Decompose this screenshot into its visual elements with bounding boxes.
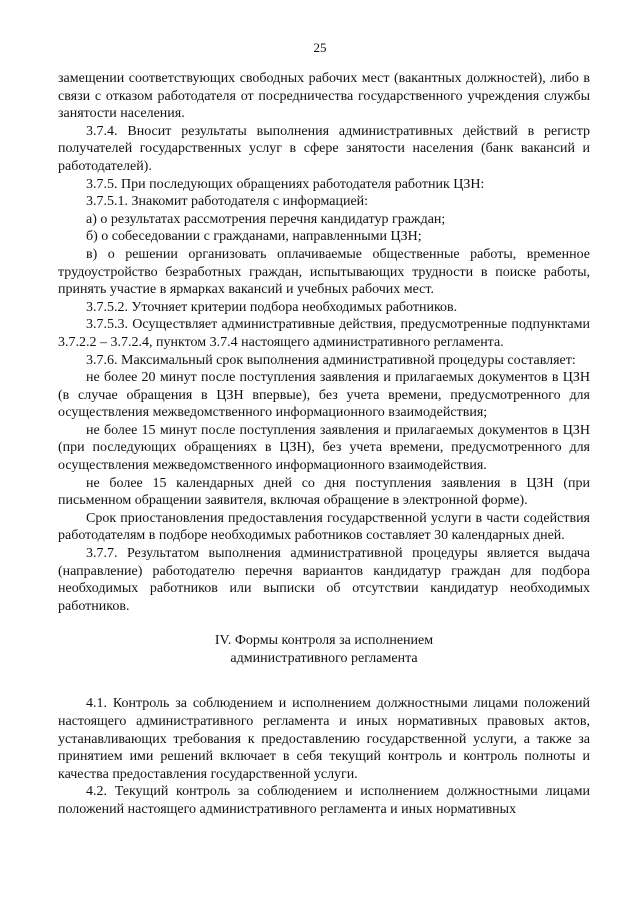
body-paragraph: 3.7.7. Результатом выполнения административной процедуры является выдача (направление) работодателю перечня вариантов кандидатур граждан для подбора необходимых работников или выписки об отсутствии кандидатур необходимых работников. <box>58 546 590 614</box>
body-paragraph: не более 15 минут после поступления заявления и прилагаемых документов в ЦЗН (при последующих обращениях в ЦЗН), без учета времени, предусмотренного для осуществления межведомственного информационного взаимодействия. <box>58 422 590 474</box>
body-paragraph: 4.1. Контроль за соблюдением и исполнением должностными лицами положений настоящего административного регламента и иных нормативных правовых актов, устанавливающих требования к предоставлению государственной услуги, а также за принятием ими решений включает в себя текущий контроль и контроль полноты и качества предоставления государственной услуги. <box>58 696 590 782</box>
body-paragraph: Срок приостановления предоставления государственной услуги в части содействия работодателям в подборе необходимых работников составляет 30 календарных дней. <box>58 510 590 544</box>
body-paragraph: не более 20 минут после поступления заявления и прилагаемых документов в ЦЗН (в случае обращения в ЦЗН впервые), без учета времени, предусмотренного для осуществления межведомственного информационного взаимодействия; <box>58 370 590 421</box>
body-paragraph: а) о результатах рассмотрения перечня кандидатур граждан; <box>86 211 446 227</box>
body-paragraph: 3.7.5. При последующих обращениях работодателя работник ЦЗН: <box>86 176 485 192</box>
paragraphs-before-heading <box>58 70 590 615</box>
section-heading-line-1: IV. Формы контроля за исполнением <box>214 633 434 649</box>
body-paragraph: 3.7.5.3. Осуществляет административные действия, предусмотренные подпунктами 3.7.2.2 – 3.7.2.4, пунктом 3.7.4 настоящего административного регламента. <box>58 317 590 350</box>
body-paragraph: не более 15 календарных дней со дня поступления заявления в ЦЗН (при письменном обращении заявителя, включая обращение в электронной форме). <box>58 475 590 509</box>
body-paragraph: 3.7.4. Вносит результаты выполнения административных действий в регистр получателей государственных услуг в сфере занятости населения (банк вакансий и работодателей). <box>58 123 590 174</box>
body-paragraph: 3.7.6. Максимальный срок выполнения административной процедуры составляет: <box>86 352 576 368</box>
body-paragraph: б) о собеседовании с гражданами, направленными ЦЗН; <box>86 229 422 245</box>
body-paragraph: замещении соответствующих свободных рабочих мест (вакантных должностей), либо в связи с отказом работодателя от посредничества государственного учреждения службы занятости населения. <box>58 71 590 122</box>
page-number: 25 <box>313 40 327 55</box>
section-heading <box>58 632 590 668</box>
body-paragraph: 4.2. Текущий контроль за соблюдением и исполнением должностными лицами положений настоящего административного регламента и иных нормативных <box>58 784 590 817</box>
page-content <box>58 70 590 819</box>
body-paragraph: 3.7.5.2. Уточняет критерии подбора необходимых работников. <box>86 299 458 315</box>
section-heading-line-2: административного регламента <box>230 651 418 667</box>
body-paragraph: 3.7.5.1. Знакомит работодателя с информацией: <box>86 194 369 210</box>
body-paragraph: в) о решении организовать оплачиваемые общественные работы, временное трудоустройство безработных граждан, испытывающих трудности в поиске работы, принять участие в ярмарках вакансий и учебных рабочих мест. <box>58 246 590 298</box>
paragraphs-after-heading <box>58 695 590 818</box>
